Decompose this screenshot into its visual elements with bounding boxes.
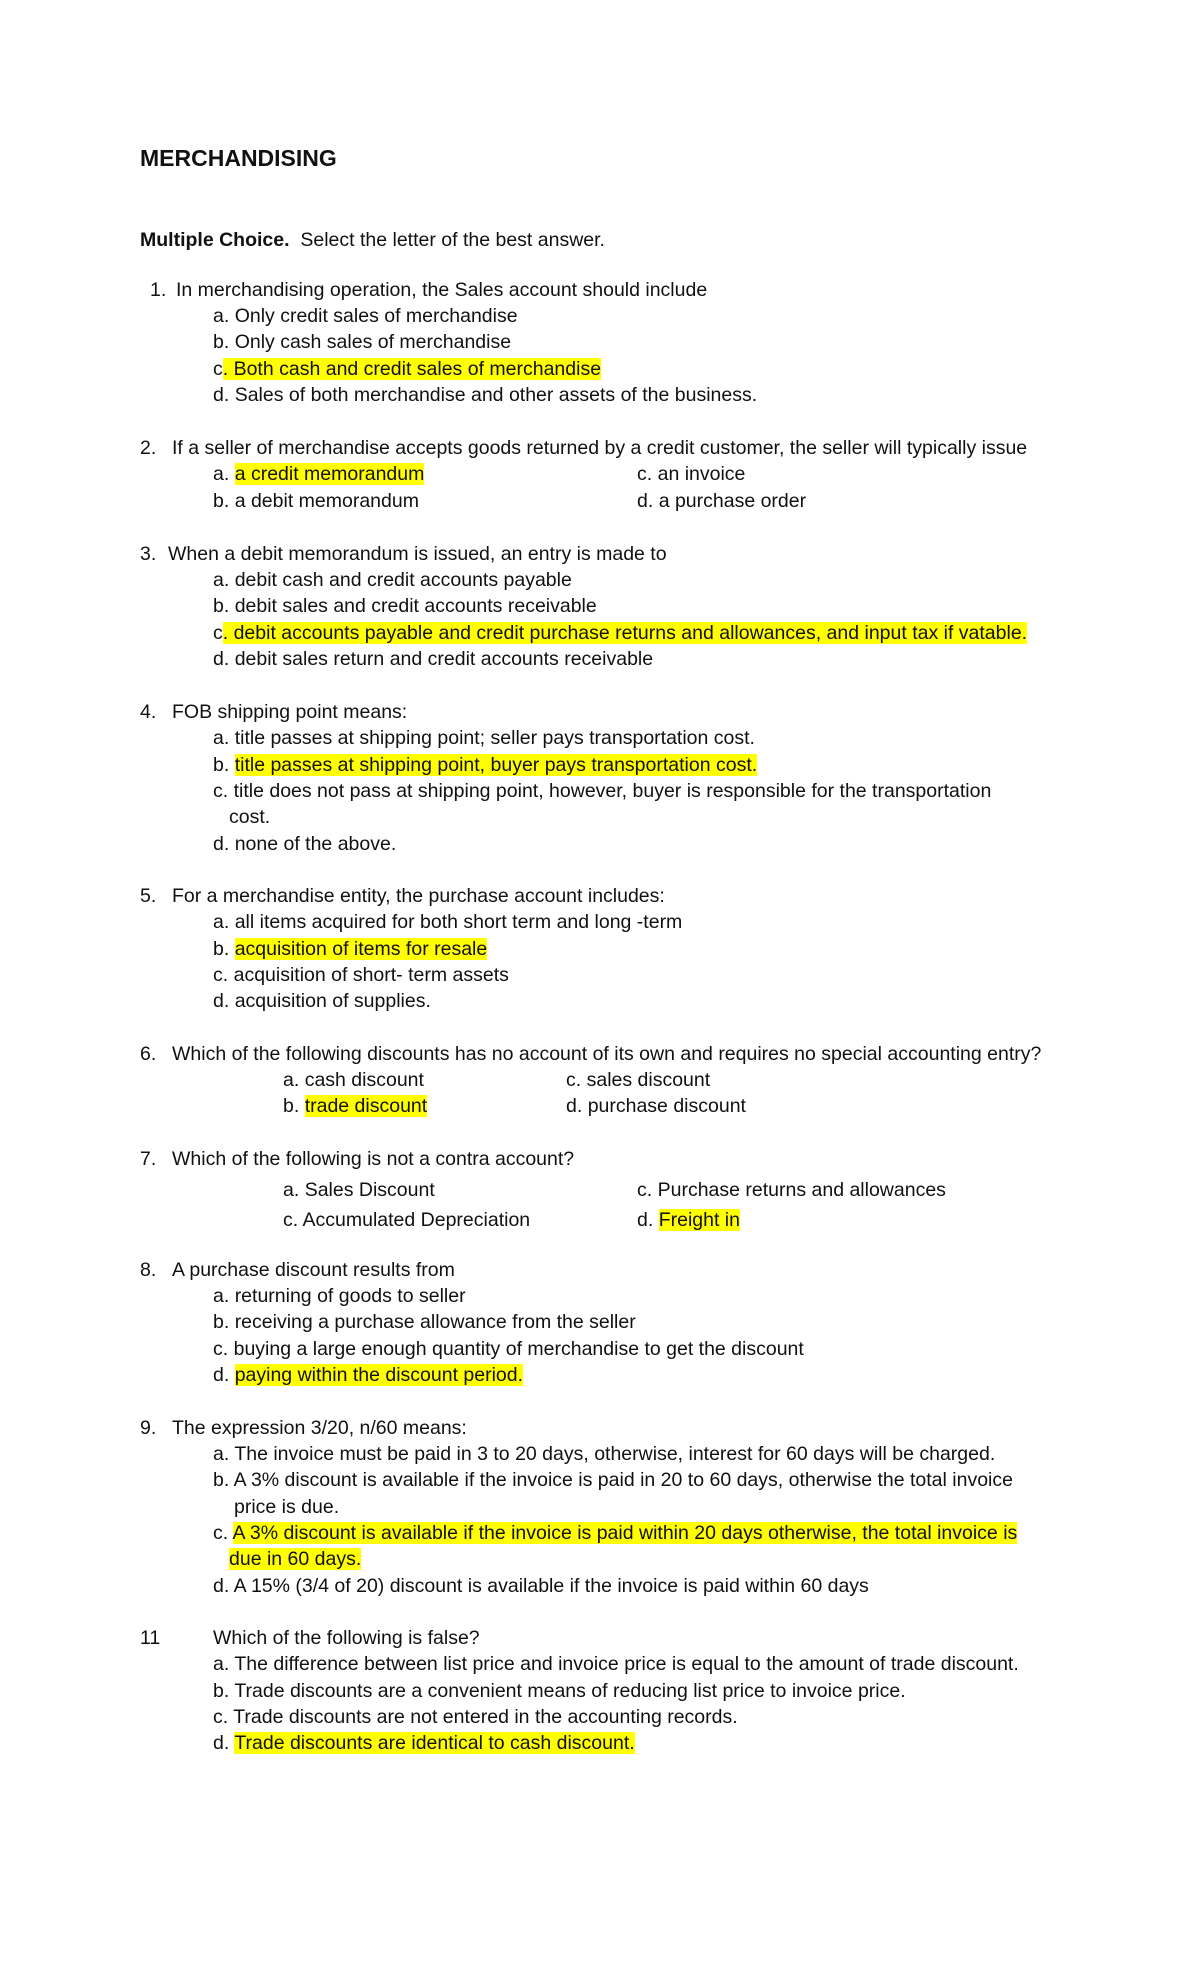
question-1-option-b: b. Only cash sales of merchandise — [213, 331, 512, 353]
highlighted-answer: trade discount — [304, 1095, 428, 1117]
question-7-option-a: a. Sales Discount — [283, 1179, 435, 1201]
question-1-option-a: a. Only credit sales of merchandise — [213, 305, 518, 327]
question-7-number: 7. — [140, 1148, 157, 1170]
question-9-number: 9. — [140, 1417, 157, 1439]
question-9-option-b: b. A 3% discount is available if the invoice is paid in 20 to 60 days, otherwise the total invoice — [213, 1469, 1013, 1491]
highlighted-answer: a credit memorandum — [234, 463, 425, 485]
question-9-option-c: c. A 3% discount is available if the invoice is paid within 20 days otherwise, the total invoice is — [213, 1522, 1018, 1544]
document-title: MERCHANDISING — [140, 145, 337, 171]
question-2-text: If a seller of merchandise accepts goods returned by a credit customer, the seller will typically issue — [172, 437, 1028, 459]
question-4-text: FOB shipping point means: — [172, 701, 408, 723]
question-7-option-c-accumulated-depreciation: c. Accumulated Depreciation — [283, 1209, 531, 1231]
question-4-option-c: c. title does not pass at shipping point, however, buyer is responsible for the transportation — [213, 780, 992, 802]
question-8-number: 8. — [140, 1259, 157, 1281]
highlighted-answer: . debit accounts payable and credit purchase returns and allowances, and input tax if vatable. — [222, 622, 1028, 644]
question-1-text: In merchandising operation, the Sales account should include — [176, 279, 708, 301]
question-5-option-b: b. acquisition of items for resale — [213, 938, 488, 960]
instructions — [140, 228, 605, 252]
question-5-option-d: d. acquisition of supplies. — [213, 990, 431, 1012]
question-7-text: Which of the following is not a contra account? — [172, 1148, 575, 1170]
question-5-number: 5. — [140, 885, 157, 907]
question-3-option-b: b. debit sales and credit accounts receivable — [213, 595, 597, 617]
question-4-option-d: d. none of the above. — [213, 833, 397, 855]
highlighted-answer: due in 60 days. — [229, 1548, 362, 1570]
highlighted-answer: acquisition of items for resale — [234, 938, 488, 960]
question-11-option-a: a. The difference between list price and invoice price is equal to the amount of trade discount. — [213, 1653, 1019, 1675]
highlighted-answer: Freight in — [658, 1209, 740, 1231]
question-2-option-b: b. a debit memorandum — [213, 490, 419, 512]
question-4-option-c-continued: cost. — [229, 806, 271, 828]
question-4-option-b: b. title passes at shipping point, buyer pays transportation cost. — [213, 754, 758, 776]
question-2-number: 2. — [140, 437, 157, 459]
question-4-option-a: a. title passes at shipping point; seller pays transportation cost. — [213, 727, 755, 749]
highlighted-answer: paying within the discount period. — [234, 1364, 524, 1386]
question-11-number: 11 — [140, 1627, 161, 1649]
question-2-option-c: c. an invoice — [637, 463, 746, 485]
question-5-option-c: c. acquisition of short- term assets — [213, 964, 509, 986]
question-9-option-d: d. A 15% (3/4 of 20) discount is available if the invoice is paid within 60 days — [213, 1575, 869, 1597]
question-4-number: 4. — [140, 701, 157, 723]
instructions-label: Multiple Choice. — [140, 229, 290, 251]
question-8-option-c: c. buying a large enough quantity of merchandise to get the discount — [213, 1338, 804, 1360]
question-1-option-c: c. Both cash and credit sales of merchandise — [213, 358, 602, 380]
highlighted-answer: title passes at shipping point, buyer pays transportation cost. — [234, 754, 758, 776]
question-2-option-d: d. a purchase order — [637, 490, 807, 512]
question-1-option-d: d. Sales of both merchandise and other assets of the business. — [213, 384, 758, 406]
highlighted-answer: A 3% discount is available if the invoice is paid within 20 days otherwise, the total invoice is — [232, 1522, 1018, 1544]
question-2-option-a: a. a credit memorandum — [213, 463, 425, 485]
question-6-option-a: a. cash discount — [283, 1069, 424, 1091]
question-3-text: When a debit memorandum is issued, an entry is made to — [168, 543, 667, 565]
question-5-text: For a merchandise entity, the purchase account includes: — [172, 885, 665, 907]
question-6-text: Which of the following discounts has no account of its own and requires no special accounting entry? — [172, 1043, 1042, 1065]
question-5-option-a: a. all items acquired for both short term and long -term — [213, 911, 683, 933]
question-9-option-b-continued: price is due. — [234, 1496, 340, 1518]
question-9-text: The expression 3/20, n/60 means: — [172, 1417, 467, 1439]
question-3-number: 3. — [140, 543, 157, 565]
highlighted-answer: . Both cash and credit sales of merchandise — [222, 358, 602, 380]
question-8-option-d: d. paying within the discount period. — [213, 1364, 524, 1386]
question-11-option-b: b. Trade discounts are a convenient means of reducing list price to invoice price. — [213, 1680, 906, 1702]
highlighted-answer: Trade discounts are identical to cash discount. — [234, 1732, 635, 1754]
instructions-text: Select the letter of the best answer. — [300, 229, 605, 251]
question-3-option-c: c. debit accounts payable and credit purchase returns and allowances, and input tax if vatable. — [213, 622, 1028, 644]
question-8-option-b: b. receiving a purchase allowance from the seller — [213, 1311, 636, 1333]
question-11-text: Which of the following is false? — [213, 1627, 480, 1649]
question-6-option-b: b. trade discount — [283, 1095, 428, 1117]
question-6-number: 6. — [140, 1043, 157, 1065]
question-1-number: 1. — [150, 279, 167, 301]
question-3-option-a: a. debit cash and credit accounts payable — [213, 569, 572, 591]
question-8-option-a: a. returning of goods to seller — [213, 1285, 466, 1307]
question-8-text: A purchase discount results from — [172, 1259, 455, 1281]
question-6-option-c: c. sales discount — [566, 1069, 711, 1091]
question-6-option-d: d. purchase discount — [566, 1095, 746, 1117]
question-11-option-c: c. Trade discounts are not entered in the accounting records. — [213, 1706, 738, 1728]
question-7-option-c-purchase-returns: c. Purchase returns and allowances — [637, 1179, 946, 1201]
question-9-option-a: a. The invoice must be paid in 3 to 20 days, otherwise, interest for 60 days will be charged. — [213, 1443, 996, 1465]
question-3-option-d: d. debit sales return and credit accounts receivable — [213, 648, 654, 670]
question-11-option-d: d. Trade discounts are identical to cash discount. — [213, 1732, 635, 1754]
question-9-option-c-continued — [229, 1547, 361, 1571]
question-7-option-d: d. Freight in — [637, 1209, 740, 1231]
